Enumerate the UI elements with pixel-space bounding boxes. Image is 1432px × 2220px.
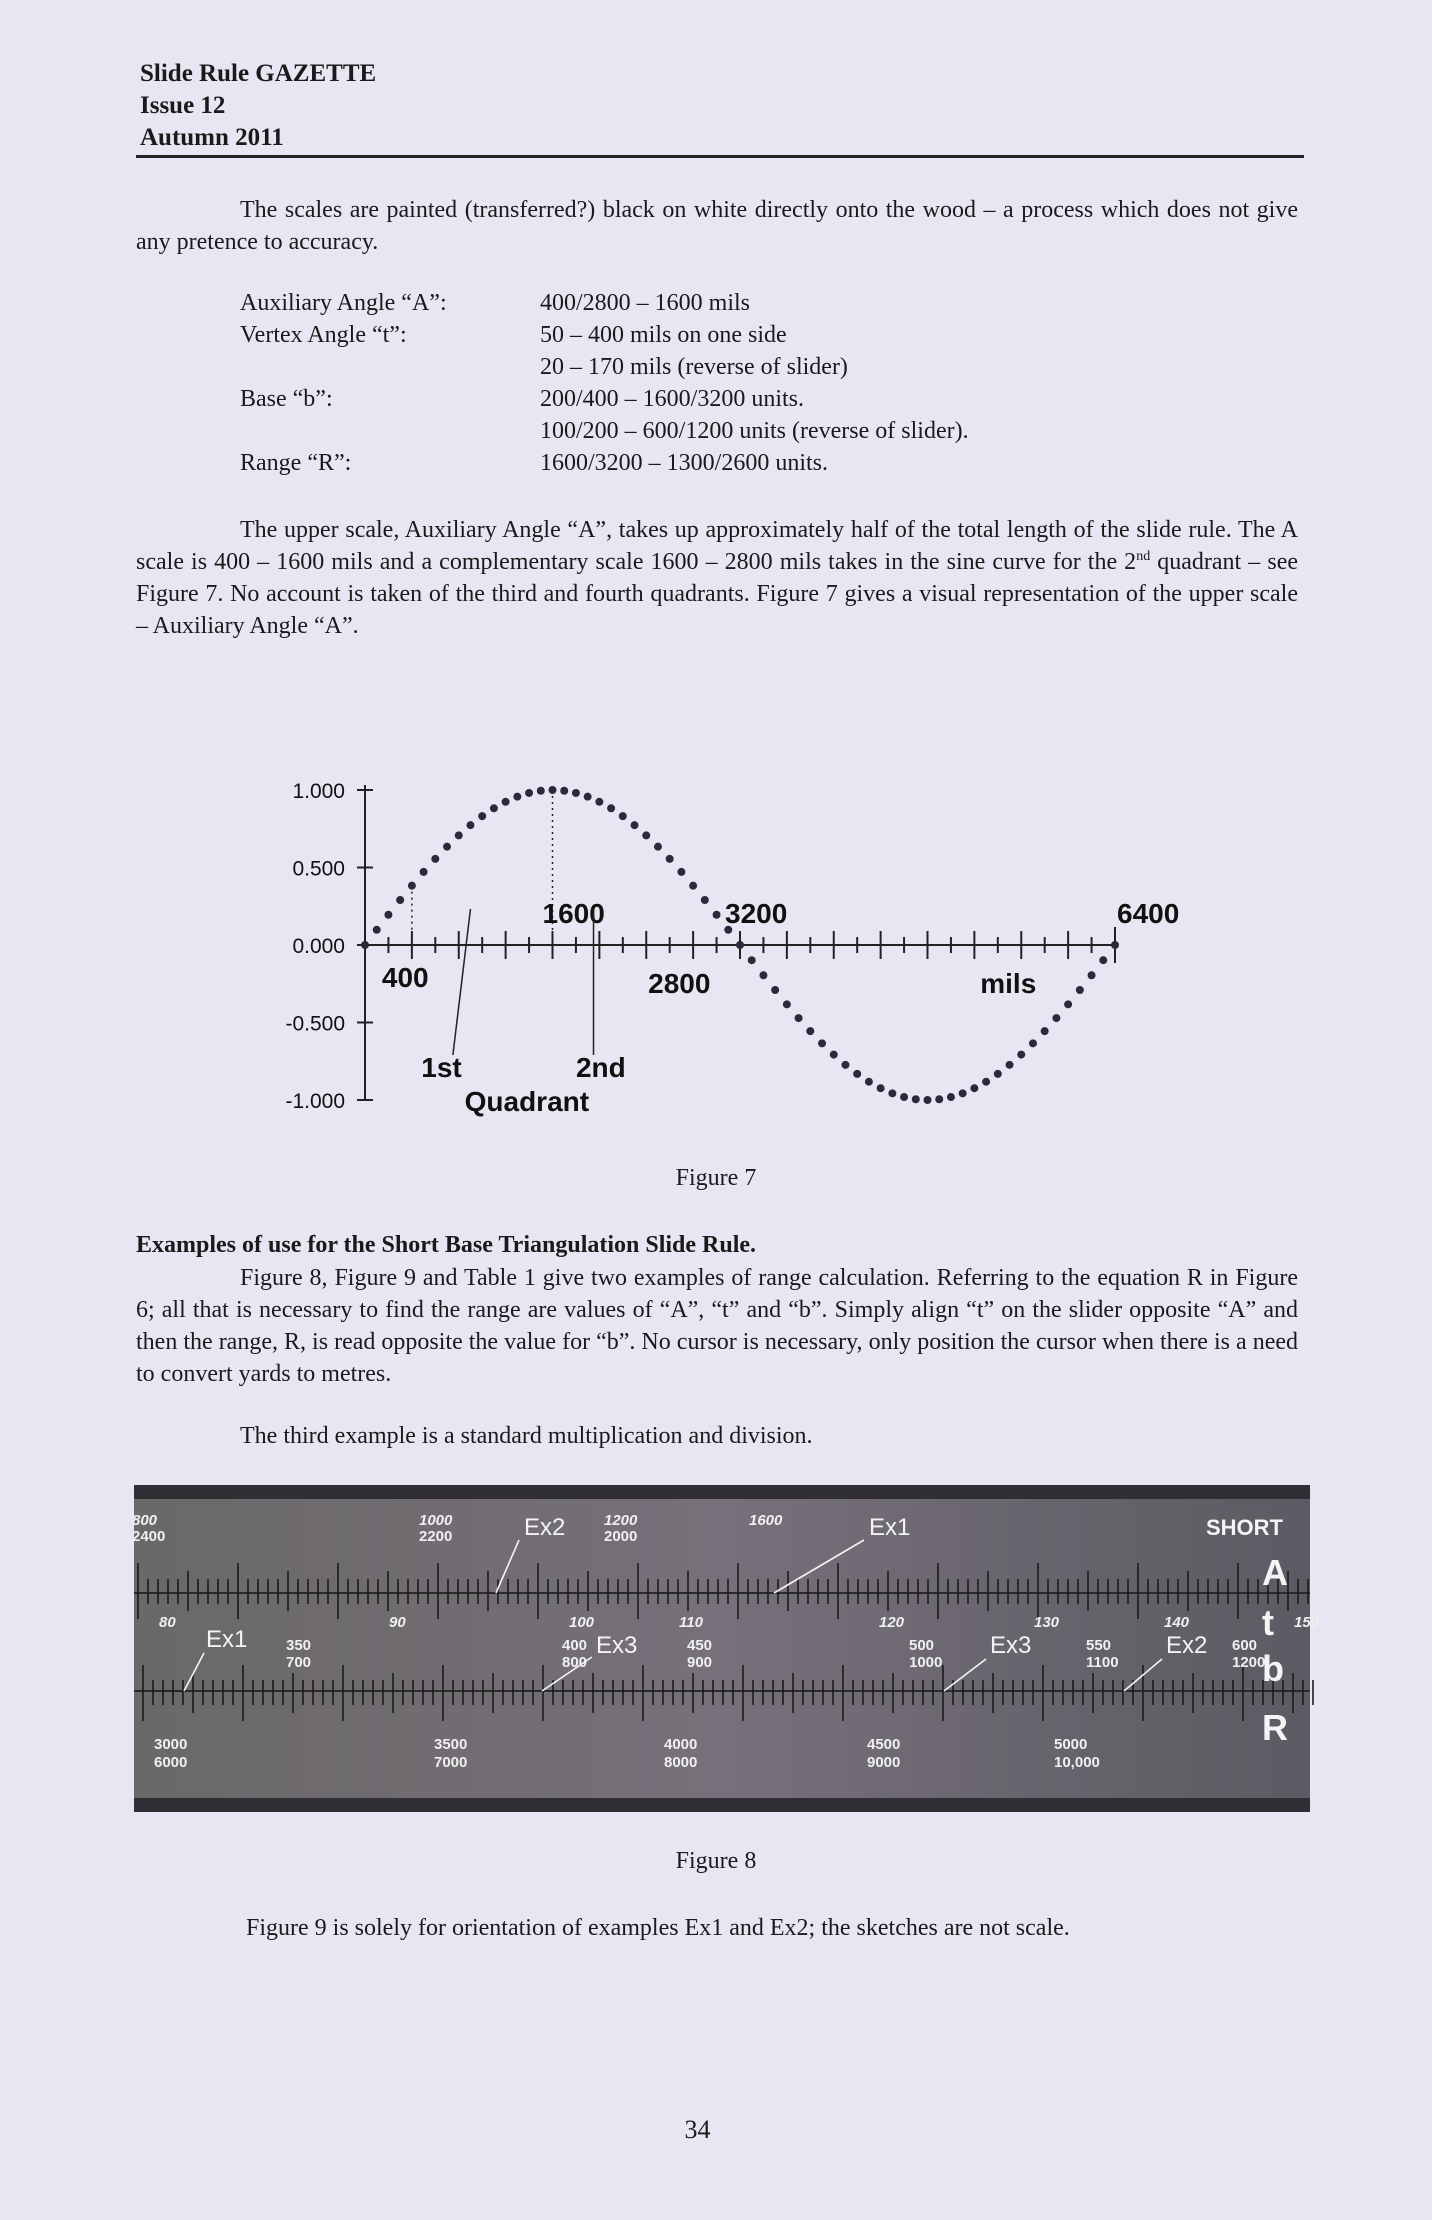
curve-point	[795, 1014, 803, 1022]
curve-point	[1029, 1039, 1037, 1047]
example-label-ex2: Ex2	[1166, 1632, 1208, 1659]
b-scale-number: 500	[909, 1637, 935, 1654]
y-tick-label: 0.000	[292, 935, 345, 958]
upper-scale-text-a: The upper scale, Auxiliary Angle “A”, takes up approximately half of the total length of the slide rule. The A scale is 400 – 1600 mils and a complementary scale 1600 – 2800 mils takes in the sine curve for the 2	[136, 517, 1298, 575]
curve-point	[431, 855, 439, 863]
curve-point	[677, 868, 685, 876]
curve-point	[689, 882, 697, 890]
scale-letter-a: A	[1262, 1552, 1288, 1593]
curve-point	[1017, 1051, 1025, 1059]
issue-season: Autumn 2011	[140, 124, 284, 151]
r-scale-number: 4000	[664, 1736, 698, 1753]
curve-point	[490, 804, 498, 812]
header-rule	[136, 155, 1304, 158]
figure-8-caption: Figure 8	[675, 1848, 757, 1874]
example-label-ex1: Ex1	[869, 1514, 911, 1541]
curve-point	[865, 1078, 873, 1086]
curve-point	[994, 1070, 1002, 1078]
curve-point	[384, 911, 392, 919]
curve-point	[607, 804, 615, 812]
curve-point	[1052, 1014, 1060, 1022]
x-unit-label: mils	[980, 968, 1037, 999]
curve-point	[513, 793, 521, 801]
curve-point	[935, 1095, 943, 1103]
a-scale-number-compl: 2000	[604, 1528, 638, 1545]
curve-point	[466, 821, 474, 829]
x-label-2800: 2800	[648, 968, 711, 999]
examples-heading: Examples of use for the Short Base Triangulation Slide Rule.	[136, 1232, 757, 1258]
curve-point	[748, 956, 756, 964]
y-tick-label: 0.500	[292, 857, 345, 881]
curve-point	[595, 798, 603, 806]
curve-point	[420, 868, 428, 876]
example-label-ex1: Ex1	[206, 1626, 248, 1653]
a-scale-number-compl: 2400	[132, 1528, 166, 1545]
figure-7-sine-chart	[250, 760, 1180, 1120]
t-scale-number: 110	[679, 1614, 703, 1631]
curve-point	[818, 1039, 826, 1047]
curve-point	[1006, 1061, 1014, 1069]
curve-point	[783, 1000, 791, 1008]
y-tick-label: -1.000	[285, 1090, 345, 1113]
curve-point	[888, 1089, 896, 1097]
a-scale-number: 800	[132, 1512, 158, 1529]
curve-point	[537, 787, 545, 795]
curve-point	[443, 843, 451, 851]
curve-point	[525, 789, 533, 797]
r-scale-number-double: 6000	[154, 1754, 188, 1771]
b-scale-number-double: 1200	[1232, 1654, 1266, 1671]
r-scale-number: 5000	[1054, 1736, 1088, 1753]
spec-value-range: 1600/3200 – 1300/2600 units.	[540, 450, 829, 476]
b-scale-number: 450	[687, 1637, 713, 1654]
curve-point	[924, 1096, 932, 1104]
curve-point	[502, 798, 510, 806]
figure-7-caption: Figure 7	[675, 1165, 757, 1191]
curve-point	[631, 821, 639, 829]
r-scale-number: 4500	[867, 1736, 901, 1753]
curve-point	[408, 882, 416, 890]
t-scale-number: 100	[569, 1614, 595, 1631]
scale-letter-t: t	[1262, 1602, 1274, 1643]
slide-rule-bottom-edge	[134, 1798, 1310, 1812]
upper-scale-text-b: quadrant – see Figure 7. No account is taken of the third and fourth quadrants. Figure 7 gives a visual representation of the upper scale – Auxiliary Angle “A”.	[136, 549, 1299, 639]
curve-point	[771, 986, 779, 994]
range-calculation-paragraph: Figure 8, Figure 9 and Table 1 give two examples of range calculation. Referring to the equation R in Figure 6; all that is necessary to find the range are values of “A”, “t” and “b”. Simply align “t” on the slider opposite “A” and then the range, R, is read opposite the value for “b”. No cursor is necessary, only position the cursor when there is a need to convert yards to metres.	[136, 1265, 1298, 1387]
curve-point	[759, 971, 767, 979]
b-scale-number-double: 700	[286, 1654, 312, 1671]
curve-point	[959, 1089, 967, 1097]
x-label-1600: 1600	[542, 898, 605, 929]
spec-value-aux-angle: 400/2800 – 1600 mils	[540, 290, 751, 316]
spec-value-vertex-angle: 50 – 400 mils on one side	[540, 322, 787, 348]
curve-point	[560, 787, 568, 795]
curve-point	[396, 896, 404, 904]
b-scale-number: 550	[1086, 1637, 1112, 1654]
annotation-1st: 1st	[421, 1052, 462, 1083]
short-label: SHORT	[1206, 1515, 1283, 1540]
curve-point	[1099, 956, 1107, 964]
curve-point	[701, 896, 709, 904]
slide-rule-top-edge	[134, 1485, 1310, 1499]
y-tick-label: 1.000	[292, 780, 345, 803]
curve-point	[947, 1093, 955, 1101]
a-scale-number: 1600	[749, 1512, 783, 1529]
curve-point	[619, 812, 627, 820]
example-label-ex2: Ex2	[524, 1514, 566, 1541]
intro-paragraph: The scales are painted (transferred?) black on white directly onto the wood – a process which does not give any pretence to accuracy.	[136, 197, 1298, 255]
figure-8-slide-rule-photo	[132, 1485, 1320, 1812]
curve-point	[841, 1061, 849, 1069]
b-scale-number: 600	[1232, 1637, 1258, 1654]
x-label-3200: 3200	[725, 898, 788, 929]
curve-point	[970, 1084, 978, 1092]
curve-point	[1111, 941, 1119, 949]
curve-point	[549, 786, 557, 794]
curve-point	[572, 789, 580, 797]
t-scale-number: 130	[1034, 1614, 1060, 1631]
t-scale-number: 150	[1294, 1614, 1320, 1631]
b-scale-number-double: 1000	[909, 1654, 943, 1671]
curve-point	[1064, 1000, 1072, 1008]
curve-point	[713, 911, 721, 919]
t-scale-number: 80	[159, 1614, 176, 1631]
curve-point	[1041, 1027, 1049, 1035]
a-scale-number: 1000	[419, 1512, 453, 1529]
x-label-6400: 6400	[1117, 898, 1180, 929]
curve-point	[373, 926, 381, 934]
a-scale-number: 1200	[604, 1512, 638, 1529]
t-scale-number: 140	[1164, 1614, 1190, 1631]
spec-value-vertex-angle-reverse: 20 – 170 mils (reverse of slider)	[540, 354, 848, 380]
curve-point	[806, 1027, 814, 1035]
spec-label-aux-angle: Auxiliary Angle “A”:	[240, 290, 447, 316]
r-scale-number-double: 8000	[664, 1754, 698, 1771]
chart-axes	[357, 785, 1115, 1100]
b-scale-number: 350	[286, 1637, 312, 1654]
y-tick-label: -0.500	[285, 1012, 345, 1036]
example-label-ex3: Ex3	[596, 1632, 638, 1659]
curve-point	[736, 941, 744, 949]
issue-number: Issue 12	[140, 92, 226, 119]
pointer-1st	[453, 909, 471, 1055]
b-scale-number-double: 900	[687, 1654, 713, 1671]
x-label-400: 400	[381, 962, 429, 993]
r-scale-number-double: 10,000	[1054, 1754, 1100, 1771]
curve-point	[1088, 971, 1096, 979]
gazette-title: Slide Rule GAZETTE	[140, 60, 377, 87]
scale-letter-b: b	[1262, 1648, 1284, 1689]
curve-point	[478, 812, 486, 820]
curve-point	[982, 1078, 990, 1086]
curve-point	[853, 1070, 861, 1078]
ordinal-suffix: nd	[1136, 549, 1151, 564]
b-scale-number-double: 800	[562, 1654, 588, 1671]
upper-scale-paragraph	[136, 514, 1298, 642]
scale-letter-r: R	[1262, 1707, 1288, 1748]
curve-point	[830, 1051, 838, 1059]
annotation-quadrant: Quadrant	[464, 1086, 590, 1117]
curve-point	[1076, 986, 1084, 994]
spec-label-vertex-angle: Vertex Angle “t”:	[240, 322, 407, 348]
curve-point	[900, 1093, 908, 1101]
curve-point	[455, 831, 463, 839]
curve-point	[877, 1084, 885, 1092]
spec-value-base-reverse: 100/200 – 600/1200 units (reverse of slider).	[540, 418, 969, 444]
r-scale-number: 3500	[434, 1736, 468, 1753]
curve-point	[361, 941, 369, 949]
multiplication-paragraph: The third example is a standard multiplication and division.	[240, 1423, 813, 1449]
example-label-ex3: Ex3	[990, 1632, 1032, 1659]
curve-point	[666, 855, 674, 863]
a-scale-number-compl: 2200	[419, 1528, 453, 1545]
t-scale-number: 120	[879, 1614, 905, 1631]
r-scale-number: 3000	[154, 1736, 188, 1753]
curve-point	[642, 831, 650, 839]
curve-point	[912, 1095, 920, 1103]
r-scale-number-double: 7000	[434, 1754, 468, 1771]
spec-label-base: Base “b”:	[240, 386, 333, 412]
curve-point	[654, 843, 662, 851]
page-number: 34	[684, 2115, 711, 2144]
spec-label-range: Range “R”:	[240, 450, 352, 476]
curve-point	[584, 793, 592, 801]
b-scale-number-double: 1100	[1086, 1654, 1119, 1671]
spec-value-base: 200/400 – 1600/3200 units.	[540, 386, 805, 412]
orientation-note: Figure 9 is solely for orientation of examples Ex1 and Ex2; the sketches are not scale.	[246, 1915, 1070, 1941]
t-scale-number: 90	[389, 1614, 406, 1631]
b-scale-number: 400	[562, 1637, 588, 1654]
annotation-2nd: 2nd	[575, 1052, 626, 1083]
r-scale-number-double: 9000	[867, 1754, 901, 1771]
